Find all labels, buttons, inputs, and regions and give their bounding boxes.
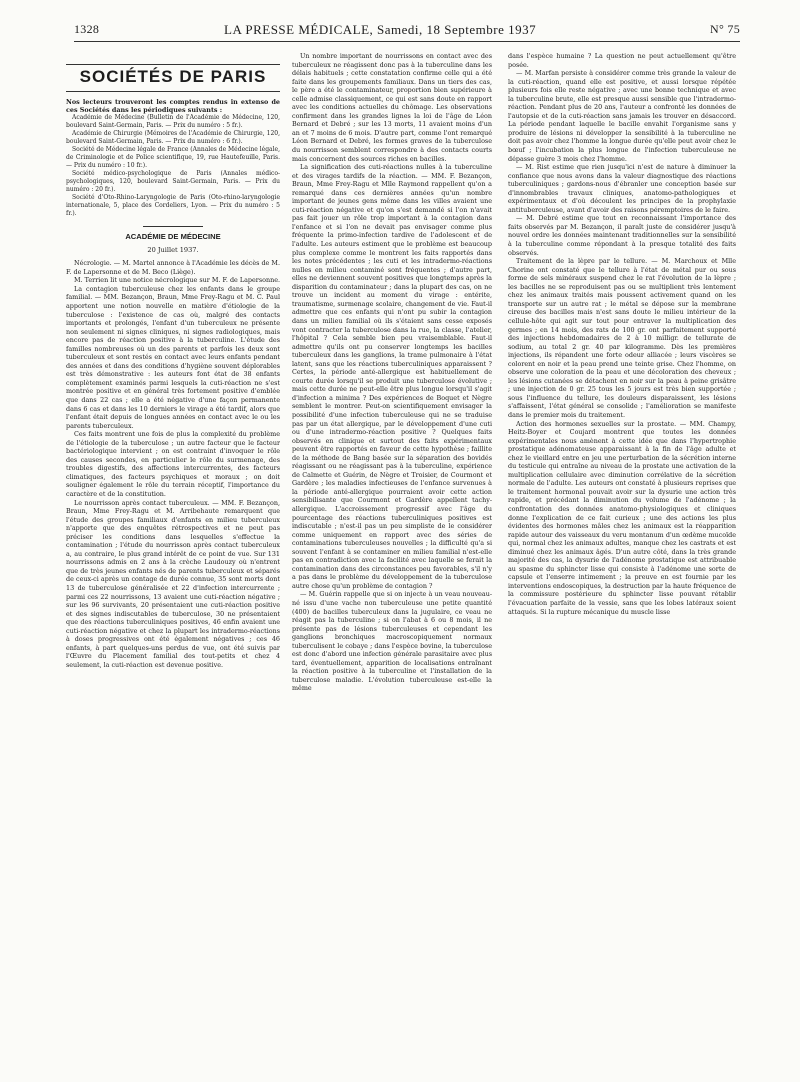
intro-notice: Nos lecteurs trouveront les comptes rendus in extenso de ces Sociétés dans les périodiques suivants : xyxy=(66,97,280,114)
journal-list xyxy=(66,114,280,218)
column-3 xyxy=(508,52,736,1070)
divider xyxy=(143,226,203,227)
page-header xyxy=(74,20,740,40)
column-2 xyxy=(292,52,492,1070)
header-issue-number: N° 75 xyxy=(710,22,740,36)
journal-item: Société d'Oto-Rhino-Laryngologie de Paris (Oto-rhino-laryngologie internationale, 5, place des Cordeliers, Lyon. — Prix du numéro : 5 fr.). xyxy=(66,194,280,218)
header-title: LA PRESSE MÉDICALE, Samedi, 18 Septembre 1937 xyxy=(224,22,537,37)
paragraph: Action des hormones sexuelles sur la prostate. — MM. Champy, Heitz-Boyer et Coujard montrent que toutes les données expérimentales nous amènent à cette idée que dans l'hypertrophie prostatique adénomateuse apparaissant à la fin de l'âge adulte et chez le vieillard entre en jeu une perturbation de la sécrétion interne du testicule qui entraîne au niveau de la prostate une activation de la multiplication cellulaire avec diminution corrélative de la sécrétion normale de l'adulte. Les auteurs ont constaté à plusieurs reprises que le traitement hormonal pouvait avoir sur la dysurie une action très rapide, et précédant la diminution du volume de l'adénome ; la confrontation des données anatomo-physiologiques et cliniques donne l'explication de ce fait curieux ; une des actions les plus évidentes des hormones mâles chez les animaux est la réapparition rapide autour des vaisseaux du veru montanum d'un œdème mucoïde qui, normal chez les animaux adultes, manque chez les castrats et est diminué chez les animaux âgés. D'un autre côté, dans la très grande majorité des cas, la dysurie de l'adénome prostatique est attribuable au spasme du sphincter lisse qui consiste à l'adénome une sorte de capsule et l'enserre intimement ; la preuve en est fournie par les interventions endoscopiques, la destruction par la haute fréquence de la commissure postérieure du sphincter lisse pouvant rétablir l'évacuation parfaite de la vessie, sans que les lobes latéraux soient attaqués. Si la rupture mécanique du muscle lisse xyxy=(508,419,736,616)
paragraph: — M. Rist estime que rien jusqu'ici n'est de nature à diminuer la confiance que nous avons dans la valeur diagnostique des réactions tuberculiniques ; gardons-nous d'ébranler une conception basée sur d'innombrables travaux cliniques, anatomo-pathologiques et expérimentaux et d'où découlent les principes de la prophylaxie antituberculeuse, avant d'avoir des raisons péremptoires de le faire. xyxy=(508,163,736,214)
paragraph: Le nourrisson après contact tuberculeux. — MM. F. Bezançon, Braun, Mme Frey-Ragu et M. Arribehaute remarquent que l'étude des groupes familiaux d'enfants en milieu tuberculeux n'apporte que des enquêtes rétrospectives et ne peut pas préciser les conditions dans lesquelles s'effectue la contamination ; l'étude du nourrisson après contact tuberculeux a, au contraire, le plus grand intérêt de ce point de vue. Sur 131 nourrissons admis en 2 ans à la crèche Laudouzy où n'entrent que de très jeunes enfants nés de parents tuberculeux et séparés de ceux-ci après un contage de durée connue, 35 sont morts dont 13 de tuberculose généralisée et 22 d'infection intercurrente ; parmi ces 22 nourrissons, 13 avaient une cuti-réaction négative ; sur les 96 survivants, 20 présentaient une cuti-réaction positive et des signes indiscutables de tuberculose, 30 ne présentaient que des réactions tuberculiniques positives, 46 enfin avaient une cuti-réaction négative et chez la plupart les intradermo-réactions à doses progressives ont été également négatives ; ces 46 enfants, à part quelques-uns perdus de vue, ont été suivis par l'Œuvre du Placement familial des tout-petits et chez 4 seulement, la cuti-réaction est devenue positive. xyxy=(66,498,280,669)
paragraph: Ces faits montrent une fois de plus la complexité du problème de l'étiologie de la tuberculose ; un autre facteur que le facteur bactériologique intervient ; on est contraint d'invoquer le rôle des causes secondes, en particulier le rôle du surmenage, des troubles digestifs, des affections intercurrentes, des facteurs climatiques, des facteurs psychiques et moraux ; on doit souligner également le rôle du terrain réceptif, l'importance du caractère et de la constitution. xyxy=(66,430,280,498)
paragraph: Traitement de la lèpre par le tellure. — M. Marchoux et Mlle Chorine ont constaté que le tellure à l'état de métal pur ou sous forme de sels minéraux suspend chez le rat l'évolution de la lèpre ; les bacilles ne se reproduisent pas ou se multiplient très lentement chez les animaux traités mais poussent activement quand on les transporte sur un autre rat ; le métal se dépose sur la membrane cireuse des bacilles mais n'est sans doute le milieu intérieur de la cellule-hôte qui agit sur tout pour entraver la multiplication des germes ; en 14 mois, des rats de 100 gr. ont parfaitement supporté des injections hebdomadaires de 2 à 10 milligr. de tellurate de sodium, au total 2 gr. 40 par kilogramme. Dès les premières injections, ils répandent une forte odeur alliacée ; leurs viscères se colorent en noir et la peau prend une teinte grise. Chez l'homme, on observe une coloration de la peau et une décoloration des cheveux ; les lésions cutanées se détachent en noir sur la peau à peine grisâtre ; une injection de 0 gr. 25 tous les 5 jours est très bien supportée ; sous l'influence du tellure, les douleurs disparaissent, les lésions s'affaissent, l'état général se consolide ; l'amélioration se manifeste dans le premier mois du traitement. xyxy=(508,257,736,419)
column-1 xyxy=(66,52,280,1070)
paragraph: dans l'espèce humaine ? La question ne peut actuellement qu'être posée. xyxy=(508,52,736,69)
header-rule xyxy=(74,41,740,42)
journal-item: Académie de Médecine (Bulletin de l'Académie de Médecine, 120, boulevard Saint-Germain, Paris. — Prix du numéro : 5 fr.). xyxy=(66,114,280,130)
session-date: 20 Juillet 1937. xyxy=(147,245,199,254)
paragraph: La contagion tuberculeuse chez les enfants dans le groupe familial. — MM. Bezançon, Braun, Mme Frey-Ragu et M. C. Paul apportent une notion nouvelle en matière d'étiologie de la tuberculose : l'existence de cas où, malgré des contacts importants et prolongés, l'enfant d'un tuberculeux ne présente non seulement ni signes cliniques, ni signes radiologiques, mais encore pas de réaction positive à la tuberculine. L'étude des familles nombreuses où un des parents et parfois les deux sont tuberculeux et sont restés en contact avec leurs enfants pendant des années et dans des conditions d'hygiène souvent déplorables est très démonstrative : les auteurs font état de 38 enfants complètement examinés parmi lesquels la cuti-réaction ne s'est montrée positive et en général très fortement positive d'emblée que dans 22 cas ; elle a été négative d'une façon permanente dans 6 cas et dans les 10 derniers le virage a été tardif, alors que l'enfant était depuis de longues années en contact avec le ou les parents tuberculeux. xyxy=(66,284,280,430)
paragraph: Un nombre important de nourrissons en contact avec des tuberculeux ne réagissent donc pas à la tuberculine dans les délais habituels ; cette constatation confirme celle qui a été faite dans les groupements familiaux. Dans un tiers des cas, le père a été le contaminateur, proportion bien supérieure à celle admise classiquement, ce qui est sans doute en rapport avec les conditions actuelles du chômage. Les observations confirment dans les grandes lignes la loi de l'âge de Léon Bernard et Debré ; sur les 13 morts, 11 avaient moins d'un an et 7 moins de 6 mois. D'autre part, comme l'ont remarqué Léon Bernard et Debré, les formes graves de la tuberculose du nourrisson semblent correspondre à des contacts courts mais concernent des sources riches en bacilles. xyxy=(292,52,492,163)
journal-item: Société médico-psychologique de Paris (Annales médico-psychologiques, 120, boulevard Saint-Germain, Paris. — Prix du numéro : 20 fr.). xyxy=(66,170,280,194)
section-title: SOCIÉTÉS DE PARIS xyxy=(79,67,267,86)
section-title-box xyxy=(66,64,280,92)
paragraph: — M. Debré estime que tout en reconnaissant l'importance des faits observés par M. Bezançon, il paraît juste de considérer jusqu'à nouvel ordre les données maintenant traditionnelles sur la sensibilité à la tuberculine comme répondant à la presque totalité des faits observés. xyxy=(508,214,736,257)
journal-item: Académie de Chirurgie (Mémoires de l'Académie de Chirurgie, 120, boulevard Saint-Germain, Paris. — Prix du numéro : 6 fr.). xyxy=(66,130,280,146)
paragraph: — M. Guérin rappelle que si on injecte à un veau nouveau-né issu d'une vache non tuberculeuse une petite quantité (400) de bacilles tuberculeux dans la jugulaire, ce veau ne réagit pas la tuberculine ; si on l'abat à 6 ou 8 mois, il ne présente pas de lésions tuberculeuses et cependant les ganglions bronchiques macroscopiquement normaux tuberculisent le cobaye ; dans l'espèce bovine, la tuberculose est donc d'abord une infection générale parasitaire avec plus tard, éventuellement, apparition de localisations entraînant la réaction positive à la tuberculine et l'installation de la tuberculose maladie. L'évolution tuberculeuse est-elle la même xyxy=(292,590,492,693)
journal-item: Société de Médecine légale de France (Annales de Médecine légale, de Criminologie et de Police scientifique, 19, rue Hautefeuille, Paris. — Prix du numéro : 10 fr.). xyxy=(66,146,280,170)
paragraph: M. Terrien lit une notice nécrologique sur M. F. de Lapersonne. xyxy=(74,276,280,285)
header-page-number: 1328 xyxy=(74,22,100,36)
paragraph: — M. Marfan persiste à considérer comme très grande la valeur de la cuti-réaction, quand elle est positive, et aussi lorsque répétée plusieurs fois elle reste négative ; avec une bonne technique et avec la tuberculine brute, elle est presque aussi sensible que l'intradermo-réaction. Pendant plus de 20 ans, l'auteur a confronté les données de l'autopsie et de la cuti-réaction sans jamais les trouver en désaccord. La période pendant laquelle le bacille envahit l'organisme sans y produire de lésions ni développer la sensibilité à la tuberculine ne doit pas avoir chez l'homme la longue durée qu'elle peut avoir chez le bœuf ; l'incubation la plus longue de l'infection tuberculeuse ne dépasse guère 3 mois chez l'homme. xyxy=(508,69,736,163)
paragraph: La signification des cuti-réactions nulles à la tuberculine et des virages tardifs de la réaction. — MM. F. Bezançon, Braun, Mme Frey-Ragu et Mlle Raymond rappellent qu'on a remarqué dans ces dernières années qu'un nombre important de jeunes gens même dans les villes avaient une cuti-réaction négative et qu'on s'est demandé si l'on n'avait pas fait jouer un rôle trop important à la contagion dans l'enfance et si l'on ne devait pas envisager comme plus fréquente la primo-infection tardive de l'adolescent et de l'adulte. Les auteurs estiment que le problème est beaucoup plus complexe comme le montrent les faits rapportés dans les notes précédentes ; les cuti et les intradermo-réactions nulles en milieu contaminé sont fréquentes ; d'autre part, elles ne deviennent souvent positives que longtemps après la disparition du contaminateur ; dans la plupart des cas, on ne trouve un incident au moment du virage : entérite, traumatisme, surmenage scolaire, changement de vie. Faut-il admettre que ces enfants qui n'ont pu subir la contagion dans un milieu familial où ils s'étaient sans cesse exposés vont contracter la tuberculose dans la rue, la classe, l'atelier, l'hôpital ? Cela semble bien peu vraisemblable. Faut-il admettre qu'ils ont pu conserver longtemps les bacilles tuberculeux dans les ganglions, la trame pulmonaire à l'état latent, sans que les réactions tuberculiniques apparaissent ? Certes, la période anté-allergique est habituellement de courte durée lorsqu'il se produit une tuberculose évolutive ; mais cette durée ne peut-elle être plus longue lorsqu'il s'agit d'infection a minima ? Des expériences de Boquet et Nègre semblent le montrer. Peut-on scientifiquement envisager la possibilité d'une infection tuberculeuse qui ne se traduise pas par un état allergique, par le développement d'une cuti ou d'une intradermo-réaction positive ? Quelques faits observés en clinique et surtout des faits expérimentaux peuvent être rapportés en faveur de cette hypothèse ; faillite de la méthode de Bang basée sur la séparation des bovidés réagissant ou ne réagissant pas à la tuberculine, expérience de Calmette et Guérin, de Nègre et Troisier, de Courmont et Gardère ; les maladies infectieuses de l'enfance survenues à la période anté-allergique pourraient avoir cette action sensibilisante que Courmont et Gardère appellent tachy-allergique. L'accroissement progressif avec l'âge du pourcentage des réactions tuberculiniques positives est indiscutable ; n'est-il pas un peu simpliste de le considérer comme uniquement en rapport avec des séries de contaminations tuberculeuses nouvelles ; la difficulté qu'a si souvent l'enfant à se contaminer en milieu familial n'est-elle pas en contradiction avec la facilité avec laquelle se ferait la contamination dans des circonstances peu favorables, s'il n'y a pas dans le problème du développement de la tuberculose autre chose qu'un problème de contagion ? xyxy=(292,163,492,590)
academie-heading: ACADÉMIE DE MÉDECINE xyxy=(125,232,221,242)
paragraph: Nécrologie. — M. Martel annonce à l'Académie les décès de M. F. de Lapersonne et de M. Beco (Liège). xyxy=(66,259,280,276)
